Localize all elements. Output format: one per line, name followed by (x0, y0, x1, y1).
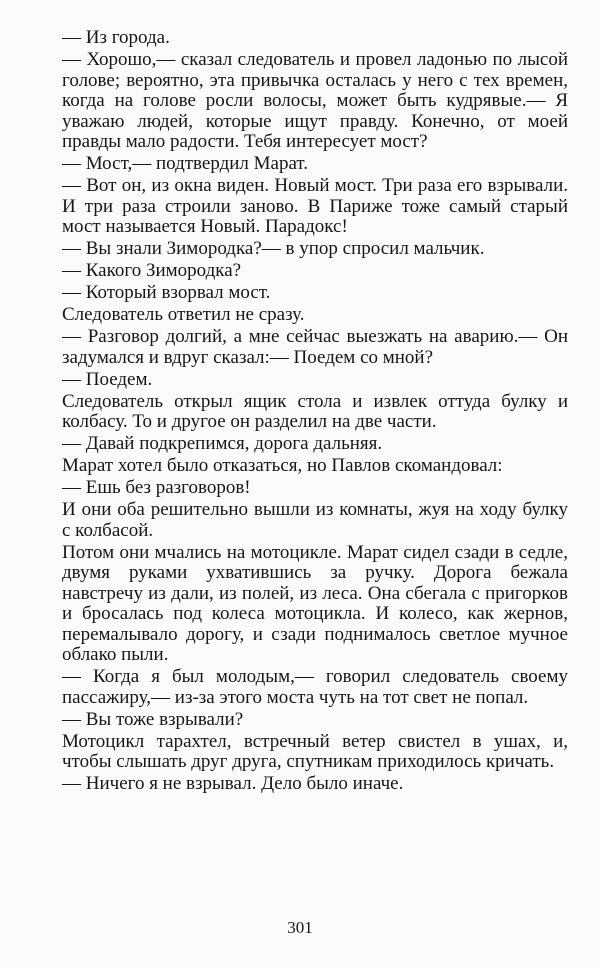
paragraph: И они оба решительно вышли из комнаты, жуя на ходу булку с колбасой. (62, 499, 568, 541)
paragraph: — Какого Зимородка? (62, 260, 242, 281)
paragraph: — Когда я был молодым,— говорил следователь своему пассажиру,— из-за этого моста чуть на тот свет не попал. (62, 666, 568, 708)
paragraph: — Вы тоже взрывали? (62, 708, 244, 730)
paragraph: Следователь ответил не сразу. (62, 304, 305, 325)
paragraph: — Вот он, из окна виден. Новый мост. Три раза его взрывали. И три раза строили заново. В Париже тоже самый старый мост называется Новый. Парадокс! (62, 175, 568, 237)
paragraph: — Поедем. (62, 368, 153, 390)
paragraph: — Разговор долгий, а мне сейчас выезжать на аварию.— Он задумался и вдруг сказал:— Поедем со мной? (62, 326, 568, 368)
paragraph: — Ничего я не взрывал. Дело было иначе. (62, 773, 404, 794)
paragraph: — Который взорвал мост. (62, 282, 271, 303)
paragraph: — Ешь без разговоров! (62, 477, 251, 498)
paragraph: — Из города. (62, 27, 170, 48)
paragraph: — Мост,— подтвердил Марат. (62, 153, 309, 174)
paragraph: Потом они мчались на мотоцикле. Марат сидел сзади в седле, двумя руками ухватившись за ручку. Дорога бежала навстречу из дали, из полей, из леса. Она сбегала с пригорков и бросалась под колеса мотоцикла. И колесо, как жернов, перемалывало дорогу, и сзади поднималось светлое мучное облако пыли. (62, 541, 568, 665)
body-text (62, 28, 568, 796)
paragraph: Мотоцикл тарахтел, встречный ветер свистел в ушах, и, чтобы слышать друг друга, спутникам приходилось кричать. (62, 730, 568, 772)
paragraph: — Давай подкрепимся, дорога дальняя. (62, 433, 383, 454)
paragraph: Марат хотел было отказаться, но Павлов скомандовал: (62, 455, 503, 476)
paragraph: — Вы знали Зимородка?— в упор спросил мальчик. (62, 238, 485, 259)
page-number: 301 (287, 918, 313, 937)
paragraph: Следователь открыл ящик стола и извлек оттуда булку и колбасу. То и другое он разделил на две части. (62, 390, 568, 432)
paragraph: — Хорошо,— сказал следователь и провел ладонью по лысой голове; вероятно, эта привычка осталась у него с тех времен, когда на голове росли волосы, может быть кудрявые.— Я уважаю людей, которые ищут правду. Конечно, от моей правды мало радости. Тебя интересует мост? (62, 49, 568, 152)
